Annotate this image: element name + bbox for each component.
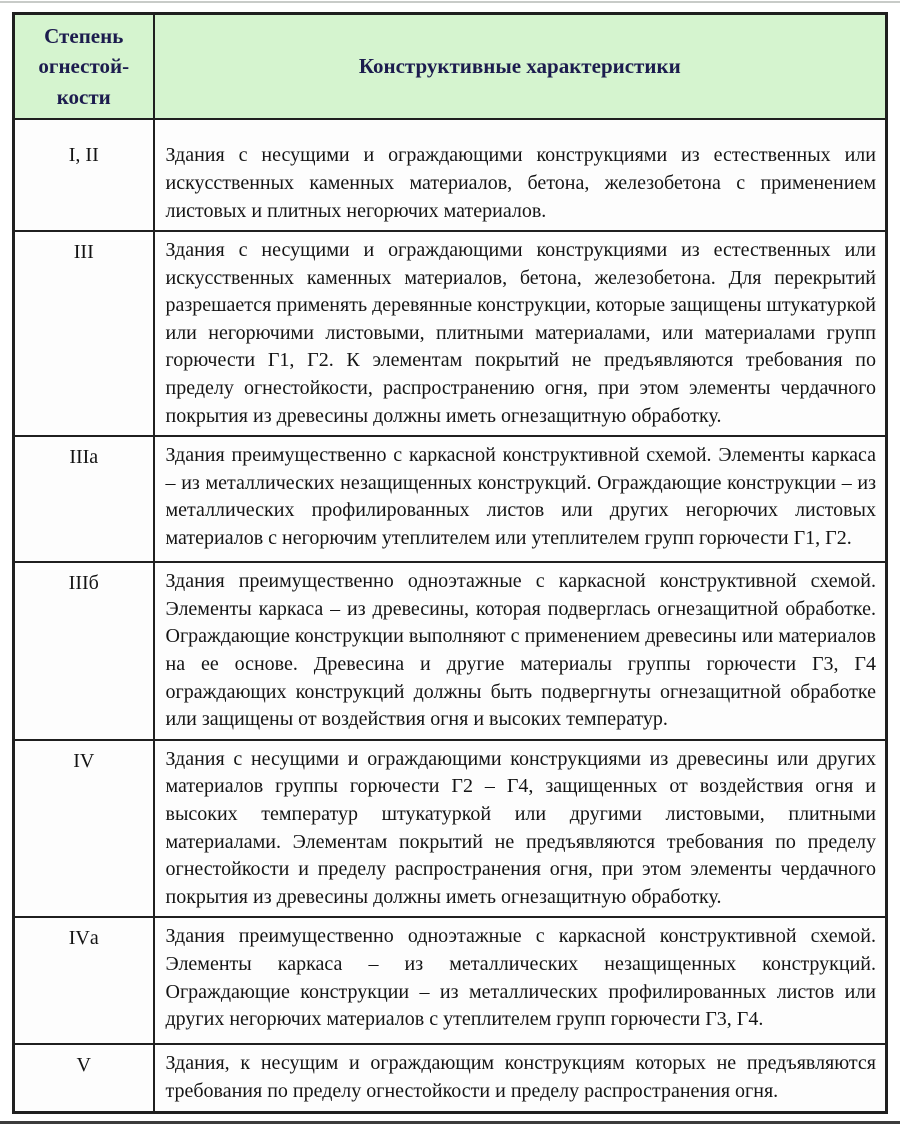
fire-resistance-table <box>12 12 888 1114</box>
table-row <box>14 917 887 1044</box>
table-row <box>14 1044 887 1112</box>
table-row <box>14 740 887 918</box>
characteristics-cell: Здания преимущественно одноэтажные с каркасной конструктивной схемой. Элементы каркаса – из древесины, которая подверглась огнезащитной обработке. Ограждающие конструкции выполняют с применением древесины или материалов на ее основе. Древесина и другие материалы группы горючести Г3, Г4 ограждающих конструкций должны быть подвергнуты огнезащитной обработке или защищены от воздействия огня и высоких температур. <box>154 562 887 740</box>
scan-top-edge-line <box>0 1 900 3</box>
degree-cell: IIIб <box>14 562 154 740</box>
degree-cell: III <box>14 231 154 436</box>
degree-cell: V <box>14 1044 154 1112</box>
table-row <box>14 119 887 231</box>
characteristics-cell: Здания с несущими и ограждающими конструкциями из естественных или искусственных каменных материалов, бетона, железобетона. Для перекрытий разрешается применять деревянные конструкции, которые защищены штукатуркой или негорючими листовыми, плитными материалами, или материалами групп горючести Г1, Г2. К элементам покрытий не предъявляются требования по пределу огнестойкости, распространению огня, при этом элементы чердачного покрытия из древесины должны иметь огнезащитную обработку. <box>154 231 887 436</box>
table-row <box>14 231 887 436</box>
degree-cell: IVа <box>14 917 154 1044</box>
header-row <box>14 14 887 120</box>
table-header <box>14 14 887 120</box>
characteristics-cell: Здания преимущественно с каркасной конструктивной схемой. Элементы каркаса – из металлических незащищенных конструкций. Ограждающие конструкции – из металлических профилированных листов или других негорючих листовых материалов с негорючим утеплителем или утеплителем групп горючести Г1, Г2. <box>154 436 887 562</box>
column-header-degree: Степень огнестой-кости <box>14 14 154 120</box>
characteristics-cell: Здания, к несущим и ограждающим конструкциям которых не предъявляются требования по пределу огнестойкости и пределу распространения огня. <box>154 1044 887 1112</box>
table-row <box>14 562 887 740</box>
characteristics-cell: Здания преимущественно одноэтажные с каркасной конструктивной схемой. Элементы каркаса – из металлических незащищенных конструкций. Ограждающие конструкции – из металлических профилированных листов или других негорючих материалов с утеплителем групп горючести Г3, Г4. <box>154 917 887 1044</box>
characteristics-cell: Здания с несущими и ограждающими конструкциями из древесины или других материалов группы горючести Г2 – Г4, защищенных от воздействия огня и высоких температур штукатуркой или другими листовыми, плитными материалами. Элементам покрытий не предъявляются требования по пределу огнестойкости и пределу распространения огня, при этом элементы чердачного покрытия из древесины должны иметь огнезащитную обработку. <box>154 740 887 918</box>
table-body <box>14 119 887 1112</box>
degree-cell: I, II <box>14 119 154 231</box>
table-row <box>14 436 887 562</box>
degree-cell: IIIа <box>14 436 154 562</box>
characteristics-cell: Здания с несущими и ограждающими конструкциями из естественных или искусственных каменных материалов, бетона, железобетона с применением листовых и плитных негорючих материалов. <box>154 119 887 231</box>
bottom-gap <box>0 1124 900 1132</box>
column-header-characteristics: Конструктивные характеристики <box>154 14 887 120</box>
degree-cell: IV <box>14 740 154 918</box>
